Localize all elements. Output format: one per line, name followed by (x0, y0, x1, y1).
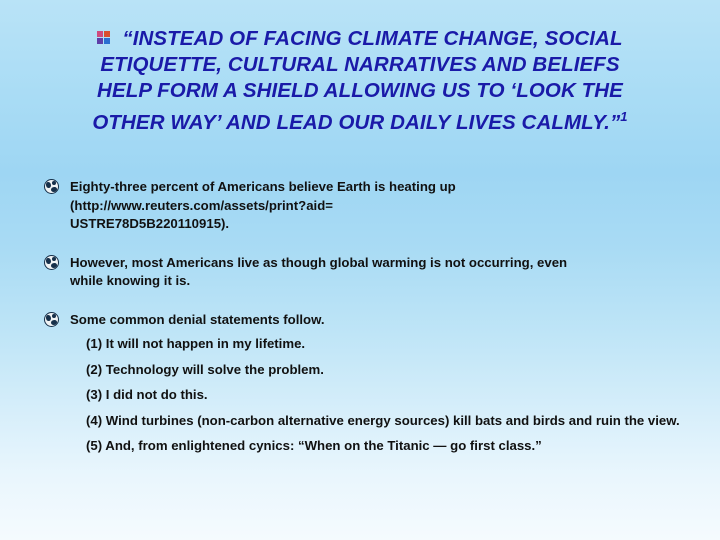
title-line-4 (22, 104, 698, 136)
title-line-2: ETIQUETTE, CULTURAL NARRATIVES AND BELIEFS (100, 53, 620, 76)
list-item-text (70, 178, 688, 234)
title-text-1: “INSTEAD OF FACING CLIMATE CHANGE, SOCIAL (122, 27, 623, 50)
globe-icon (44, 255, 59, 270)
list-item (44, 311, 688, 456)
globe-icon (44, 179, 59, 194)
list-item: (3) I did not do this. (86, 387, 208, 402)
list-item-text (70, 311, 688, 330)
title-footnote-marker: 1 (620, 109, 628, 124)
text-line: USTRE78D5B220110915). (70, 216, 230, 231)
title-line-3: HELP FORM A SHIELD ALLOWING US TO ‘LOOK THE (97, 79, 623, 102)
text-line: However, most Americans live as though global warming is not occurring, even (70, 254, 568, 270)
list-item: (4) Wind turbines (non-carbon alternative energy sources) kill bats and birds and ruin the view. (86, 412, 680, 428)
body-content (44, 178, 688, 466)
list-item (44, 178, 688, 234)
globe-icon (44, 312, 59, 327)
list-item-text (70, 254, 688, 291)
title-line-1 (22, 26, 698, 52)
page-title (22, 26, 698, 136)
text-line: Some common denial statements follow. (70, 311, 325, 327)
text-line: Eighty-three percent of Americans believe Earth is heating up (70, 179, 456, 194)
title-text-4: OTHER WAY’ AND LEAD OUR DAILY LIVES CALMLY.” (92, 110, 621, 134)
denial-statements-list (70, 335, 688, 456)
list-item (44, 254, 688, 291)
text-line: while knowing it is. (70, 273, 191, 288)
four-square-bullet-icon (97, 31, 112, 46)
list-item: (1) It will not happen in my lifetime. (86, 336, 306, 351)
list-item: (2) Technology will solve the problem. (86, 361, 324, 377)
text-line: (http://www.reuters.com/assets/print?aid= (70, 197, 333, 213)
list-item: (5) And, from enlightened cynics: “When on the Titanic — go first class.” (86, 438, 542, 453)
